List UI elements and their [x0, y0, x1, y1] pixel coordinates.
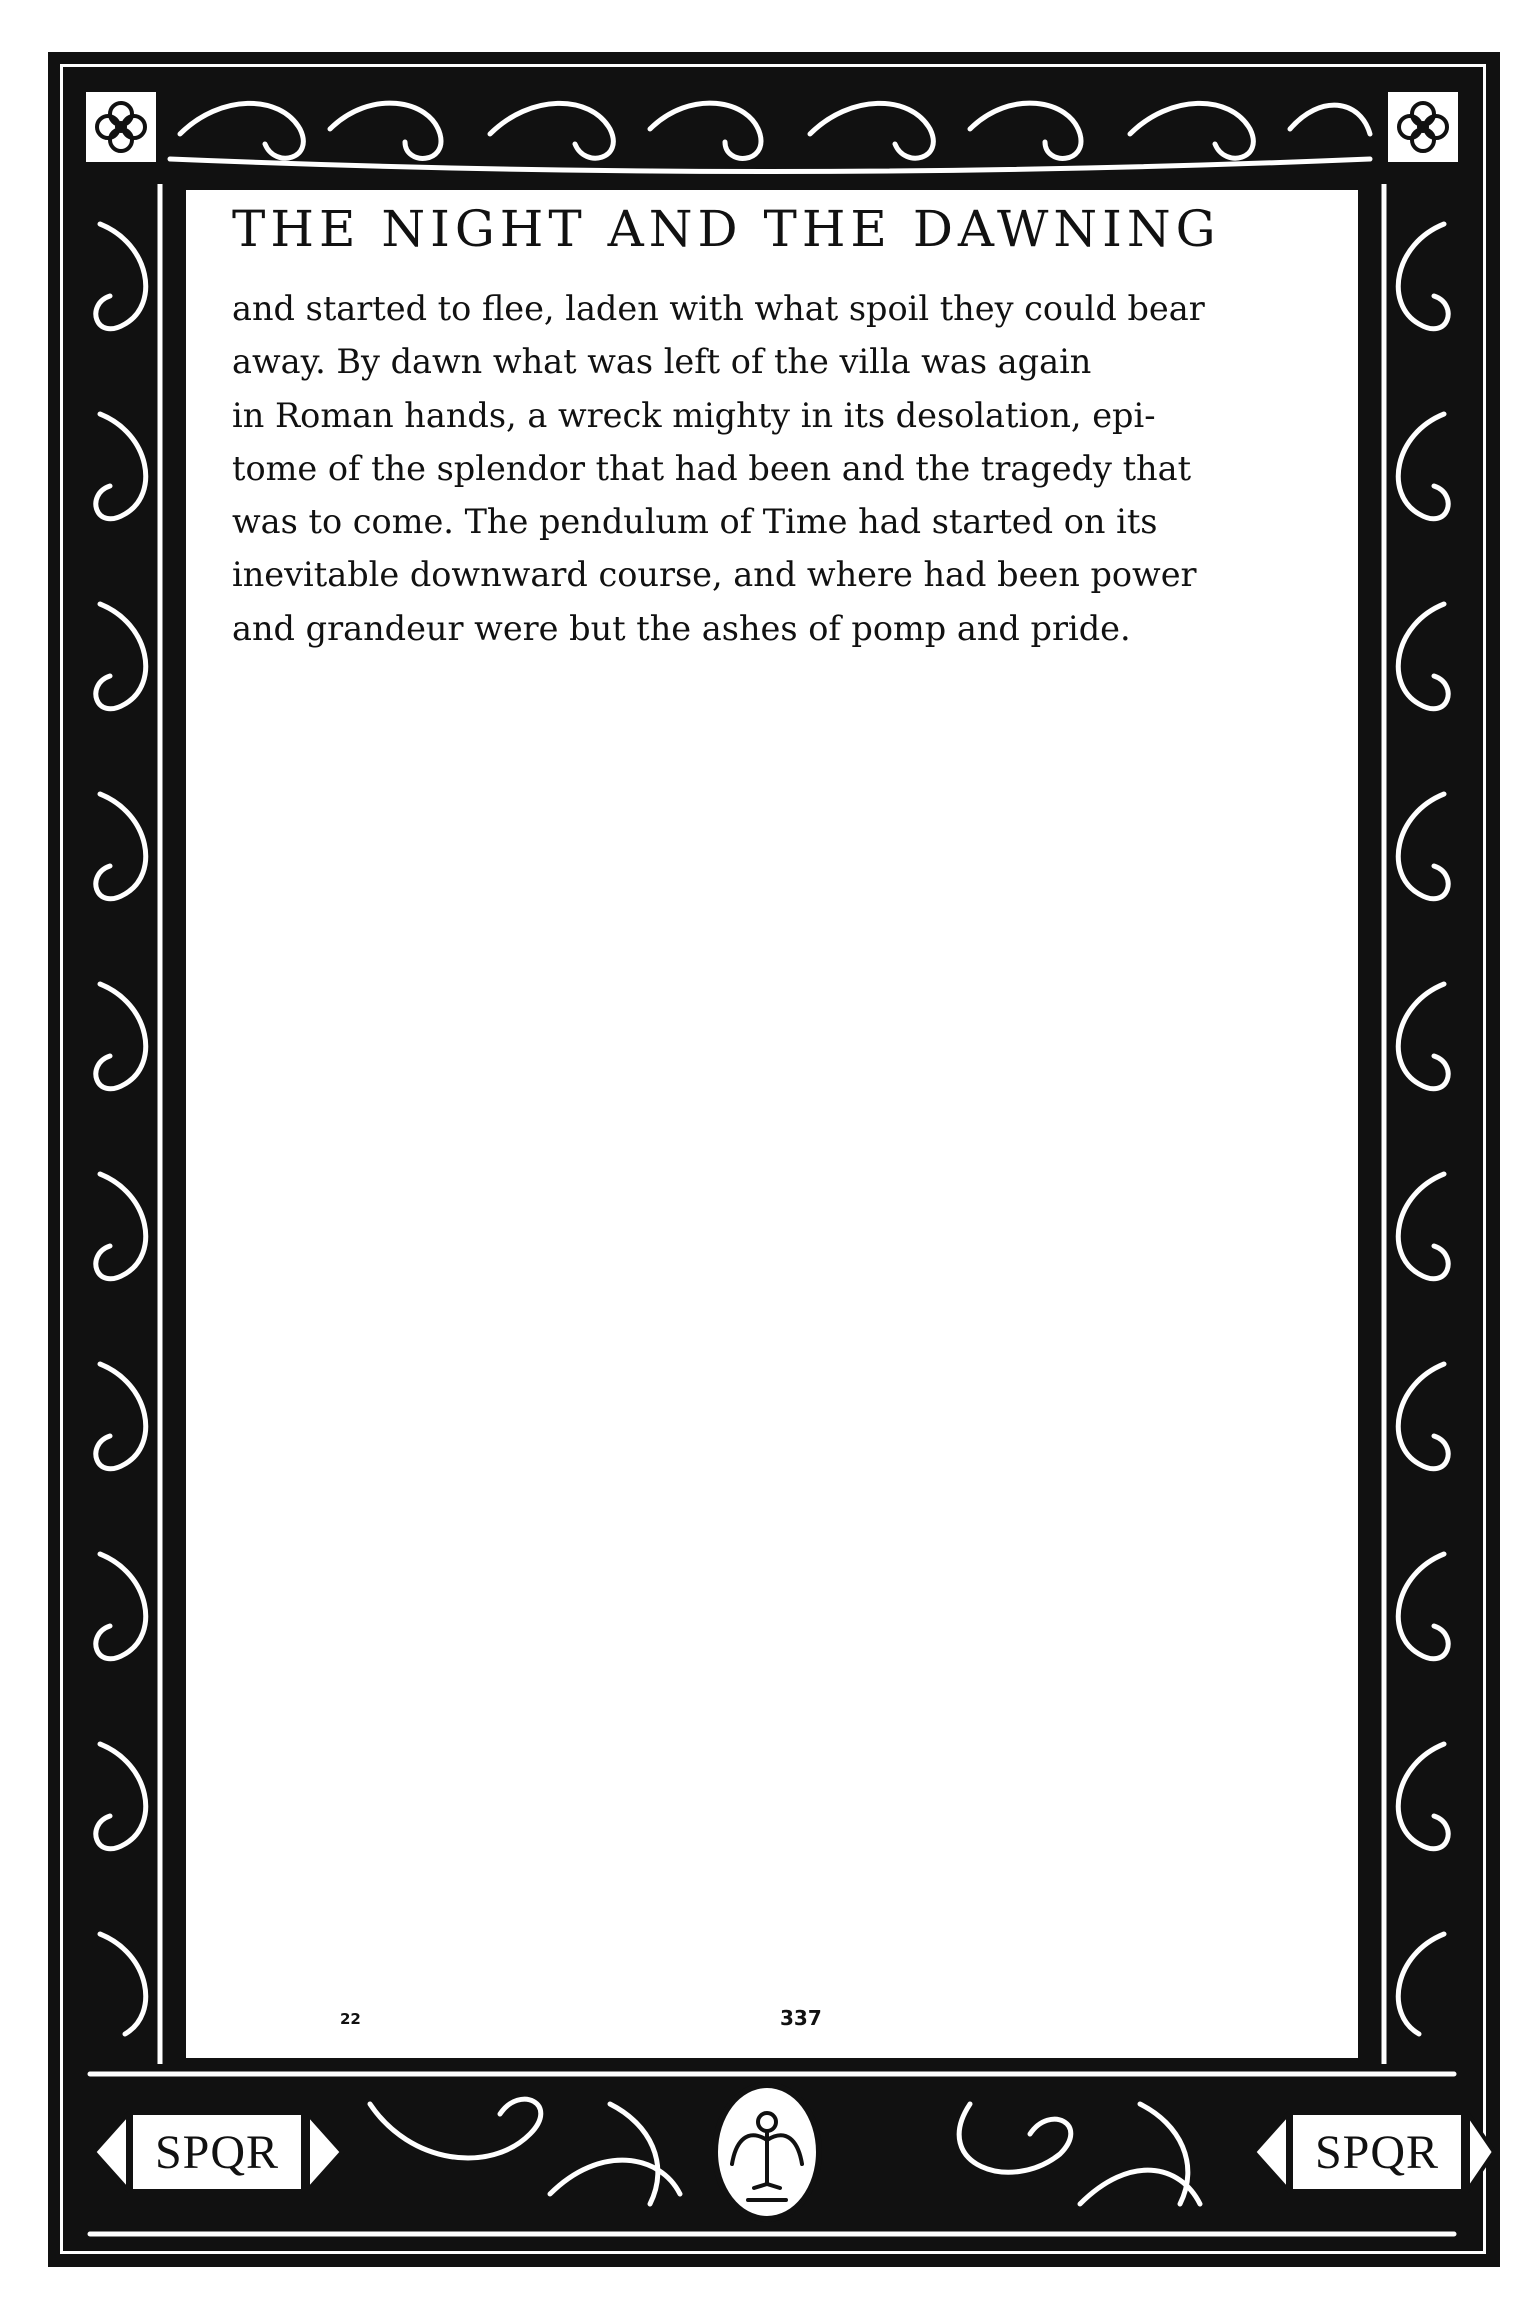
- corner-rosette-ornament: [82, 88, 160, 166]
- scroll-ornament-icon: [70, 184, 180, 2064]
- page-number: 337: [780, 2006, 822, 2030]
- text-line: away. By dawn what was left of the villa was again: [232, 342, 1092, 382]
- plaque-wing-icon: [1466, 2110, 1496, 2194]
- plaque-wing-icon: [306, 2110, 346, 2194]
- signature-mark: 22: [340, 2010, 361, 2028]
- scroll-ornament-icon: [70, 74, 1474, 184]
- body-paragraph: [232, 282, 1342, 655]
- rosette-icon: [86, 92, 156, 162]
- text-line: was to come. The pendulum of Time had started on its: [232, 502, 1158, 542]
- plaque-wing-icon: [1250, 2110, 1290, 2194]
- corner-rosette-ornament: [1384, 88, 1462, 166]
- text-line: tome of the splendor that had been and the tragedy that: [232, 448, 1192, 488]
- eagle-medallion: [712, 2082, 822, 2222]
- plaque-wing-icon: [90, 2110, 130, 2194]
- spqr-plaque-right: SPQR: [1288, 2110, 1466, 2194]
- text-line: and started to flee, laden with what spoil they could bear: [232, 289, 1205, 328]
- eagle-icon: [718, 2088, 816, 2216]
- rosette-icon: [1388, 92, 1458, 162]
- text-line: inevitable downward course, and where had been power: [232, 555, 1197, 595]
- top-scroll-ornament-band: [70, 74, 1474, 184]
- scroll-ornament-icon: [1364, 184, 1474, 2064]
- running-head: THE NIGHT AND THE DAWNING: [232, 200, 1221, 258]
- left-scroll-ornament-band: [70, 184, 180, 2064]
- text-line: and grandeur were but the ashes of pomp and pride.: [232, 608, 1131, 648]
- right-scroll-ornament-band: [1364, 184, 1474, 2064]
- spqr-plaque-left: SPQR: [128, 2110, 306, 2194]
- text-line: in Roman hands, a wreck mighty in its desolation, epi-: [232, 395, 1156, 435]
